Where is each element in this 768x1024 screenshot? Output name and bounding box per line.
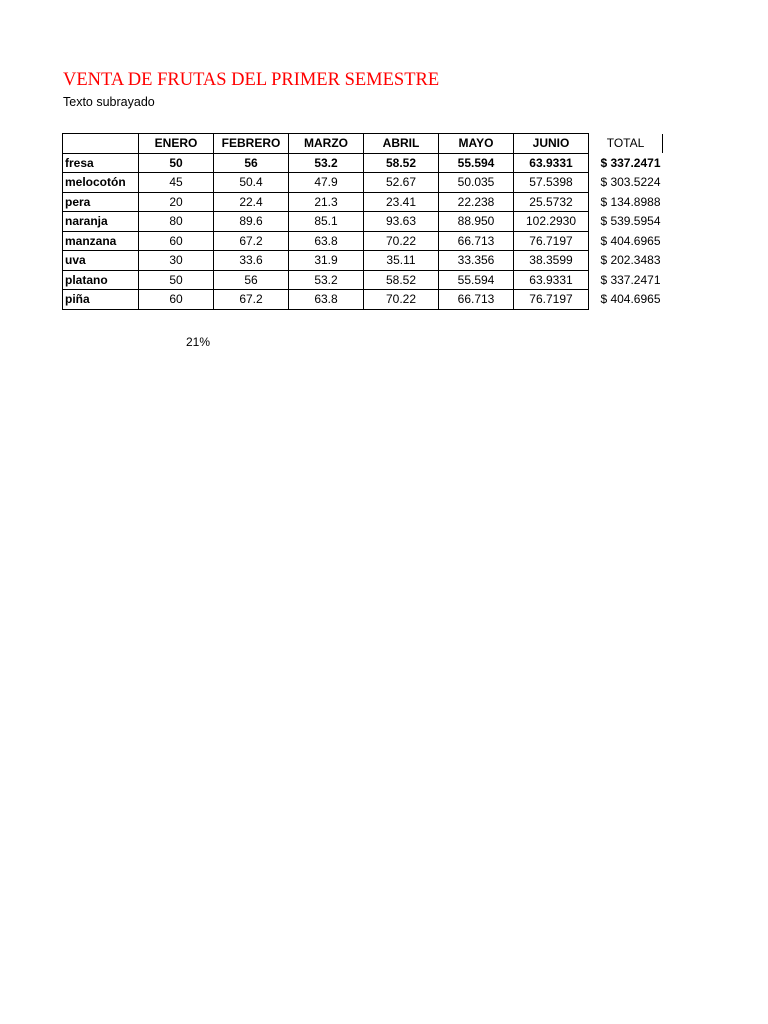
month-value-cell: 21.3 xyxy=(289,192,364,212)
header-cell-febrero: FEBRERO xyxy=(214,134,289,154)
total-cell: $ 404.6965 xyxy=(600,233,661,248)
month-value-cell: 60 xyxy=(139,290,214,310)
month-value-cell: 76.7197 xyxy=(514,231,589,251)
page-title: VENTA DE FRUTAS DEL PRIMER SEMESTRE xyxy=(63,70,440,90)
total-cell: $ 202.3483 xyxy=(600,253,661,268)
month-value-cell: 63.9331 xyxy=(514,153,589,173)
month-value-cell: 50.035 xyxy=(439,173,514,193)
total-cell: $ 337.2471 xyxy=(600,272,661,287)
month-value-cell: 33.6 xyxy=(214,251,289,271)
table-row xyxy=(63,231,663,251)
month-value-cell: 30 xyxy=(139,251,214,271)
header-cell-mayo: MAYO xyxy=(439,134,514,154)
table-row xyxy=(63,290,663,310)
header-cell-junio: JUNIO xyxy=(514,134,589,154)
month-value-cell: 67.2 xyxy=(214,231,289,251)
month-value-cell: 22.238 xyxy=(439,192,514,212)
total-cell: $ 337.2471 xyxy=(600,155,661,170)
month-value-cell: 25.5732 xyxy=(514,192,589,212)
month-value-cell: 50.4 xyxy=(214,173,289,193)
percent-value: 21% xyxy=(186,335,211,349)
month-value-cell: 58.52 xyxy=(364,153,439,173)
subtitle: Texto subrayado xyxy=(63,95,155,109)
month-value-cell: 80 xyxy=(139,212,214,232)
month-value-cell: 85.1 xyxy=(289,212,364,232)
month-value-cell: 58.52 xyxy=(364,270,439,290)
fruit-name-cell: fresa xyxy=(63,153,139,173)
month-value-cell: 35.11 xyxy=(364,251,439,271)
month-value-cell: 67.2 xyxy=(214,290,289,310)
header-cell-marzo: MARZO xyxy=(289,134,364,154)
table-body xyxy=(63,153,663,309)
month-value-cell: 52.67 xyxy=(364,173,439,193)
month-value-cell: 89.6 xyxy=(214,212,289,232)
table-row xyxy=(63,153,663,173)
table-row xyxy=(63,173,663,193)
month-value-cell: 63.8 xyxy=(289,231,364,251)
fruit-name-cell: uva xyxy=(63,251,139,271)
month-value-cell: 66.713 xyxy=(439,290,514,310)
month-value-cell: 55.594 xyxy=(439,270,514,290)
month-value-cell: 22.4 xyxy=(214,192,289,212)
month-value-cell: 45 xyxy=(139,173,214,193)
table-header-row xyxy=(63,134,663,154)
month-value-cell: 50 xyxy=(139,270,214,290)
month-value-cell: 31.9 xyxy=(289,251,364,271)
table-row xyxy=(63,270,663,290)
month-value-cell: 88.950 xyxy=(439,212,514,232)
month-value-cell: 63.9331 xyxy=(514,270,589,290)
month-value-cell: 60 xyxy=(139,231,214,251)
month-value-cell: 70.22 xyxy=(364,231,439,251)
header-cell-abril: ABRIL xyxy=(364,134,439,154)
month-value-cell: 23.41 xyxy=(364,192,439,212)
month-value-cell: 53.2 xyxy=(289,153,364,173)
sales-table xyxy=(62,133,663,310)
total-cell: $ 404.6965 xyxy=(600,292,661,307)
total-cell: $ 134.8988 xyxy=(600,194,661,209)
month-value-cell: 38.3599 xyxy=(514,251,589,271)
fruit-name-cell: platano xyxy=(63,270,139,290)
fruit-name-cell: naranja xyxy=(63,212,139,232)
fruit-name-cell: pera xyxy=(63,192,139,212)
month-value-cell: 70.22 xyxy=(364,290,439,310)
header-cell-total: TOTAL xyxy=(589,134,663,154)
month-value-cell: 56 xyxy=(214,153,289,173)
month-value-cell: 56 xyxy=(214,270,289,290)
month-value-cell: 66.713 xyxy=(439,231,514,251)
month-value-cell: 55.594 xyxy=(439,153,514,173)
total-cell: $ 539.5954 xyxy=(600,214,661,229)
month-value-cell: 57.5398 xyxy=(514,173,589,193)
header-cell-enero: ENERO xyxy=(139,134,214,154)
month-value-cell: 63.8 xyxy=(289,290,364,310)
month-value-cell: 47.9 xyxy=(289,173,364,193)
header-cell-fruit xyxy=(63,134,139,154)
month-value-cell: 102.2930 xyxy=(514,212,589,232)
month-value-cell: 20 xyxy=(139,192,214,212)
fruit-name-cell: manzana xyxy=(63,231,139,251)
fruit-name-cell: melocotón xyxy=(63,173,139,193)
month-value-cell: 53.2 xyxy=(289,270,364,290)
fruit-name-cell: piña xyxy=(63,290,139,310)
month-value-cell: 50 xyxy=(139,153,214,173)
table-row xyxy=(63,251,663,271)
table-row xyxy=(63,212,663,232)
total-cell: $ 303.5224 xyxy=(600,175,661,190)
month-value-cell: 76.7197 xyxy=(514,290,589,310)
table-row xyxy=(63,192,663,212)
month-value-cell: 93.63 xyxy=(364,212,439,232)
month-value-cell: 33.356 xyxy=(439,251,514,271)
